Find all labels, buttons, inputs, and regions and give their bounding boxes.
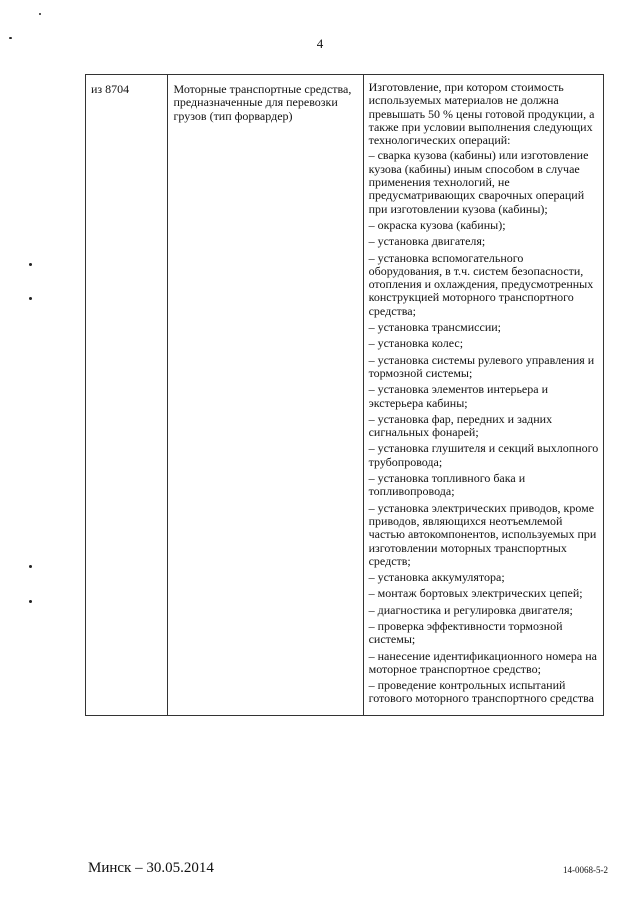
operation-item: – нанесение идентификационного номера на моторное транспортное средство;	[368, 648, 597, 676]
operation-item: – установка топливного бака и топливопровода;	[368, 471, 526, 499]
operation-item: – установка системы рулевого управления и тормозной системы;	[368, 352, 595, 380]
operation-item: – установка аккумулятора;	[368, 570, 505, 585]
conditions-cell	[363, 75, 603, 716]
rules-table	[85, 74, 604, 716]
goods-description-cell: Моторные транспортные средства, предназначенные для перевозки грузов (тип форвардер)	[168, 75, 363, 716]
operation-item: – установка трансмиссии;	[368, 320, 502, 335]
operation-item: – установка вспомогательного оборудования, в т.ч. систем безопасности, отопления и охлаждения, предусмотренных конструкцией моторного транспортного средства;	[368, 250, 594, 318]
scan-speck	[29, 263, 32, 266]
operation-item: – монтаж бортовых электрических цепей;	[368, 586, 583, 601]
operation-item: – сварка кузова (кабины) или изготовление кузова (кабины) иным способом в случае применения технологий, не предусматривающих сварочных операций при изготовлении кузова (кабины);	[368, 148, 589, 216]
operation-item: – установка электрических приводов, кроме приводов, являющихся неотъемлемой частью автокомпонентов, используемых при изготовлении моторных транспортных средств;	[368, 500, 597, 568]
table-row	[86, 75, 604, 716]
operation-item: – окраска кузова (кабины);	[368, 217, 506, 232]
operation-item: – установка двигателя;	[368, 234, 486, 249]
operation-item: – проверка эффективности тормозной системы;	[368, 618, 563, 647]
operation-item: – установка элементов интерьера и экстерьера кабины;	[368, 382, 549, 410]
operation-item: – проведение контрольных испытаний готового моторного транспортного средства	[368, 678, 594, 706]
operation-item: – установка глушителя и секций выхлопного трубопровода;	[368, 441, 599, 469]
scan-speck	[29, 565, 32, 568]
scan-speck	[39, 13, 41, 15]
scan-speck	[29, 297, 32, 300]
hs-code-cell: из 8704	[86, 75, 168, 716]
page-number: 4	[316, 36, 324, 51]
operation-item: – установка колес;	[368, 336, 464, 351]
operations-list	[369, 147, 599, 706]
operation-item: – диагностика и регулировка двигателя;	[368, 602, 573, 617]
footer-doc-code: 14-0068-5-2	[563, 865, 608, 875]
conditions-intro: Изготовление, при котором стоимость используемых материалов не должна превышать 50 % цены готовой продукции, а также при условии выполнения следующих технологических операций:	[368, 80, 595, 148]
scan-speck	[29, 600, 32, 603]
operation-item: – установка фар, передних и задних сигнальных фонарей;	[368, 411, 553, 440]
footer-city-date: Минск – 30.05.2014	[88, 860, 214, 876]
